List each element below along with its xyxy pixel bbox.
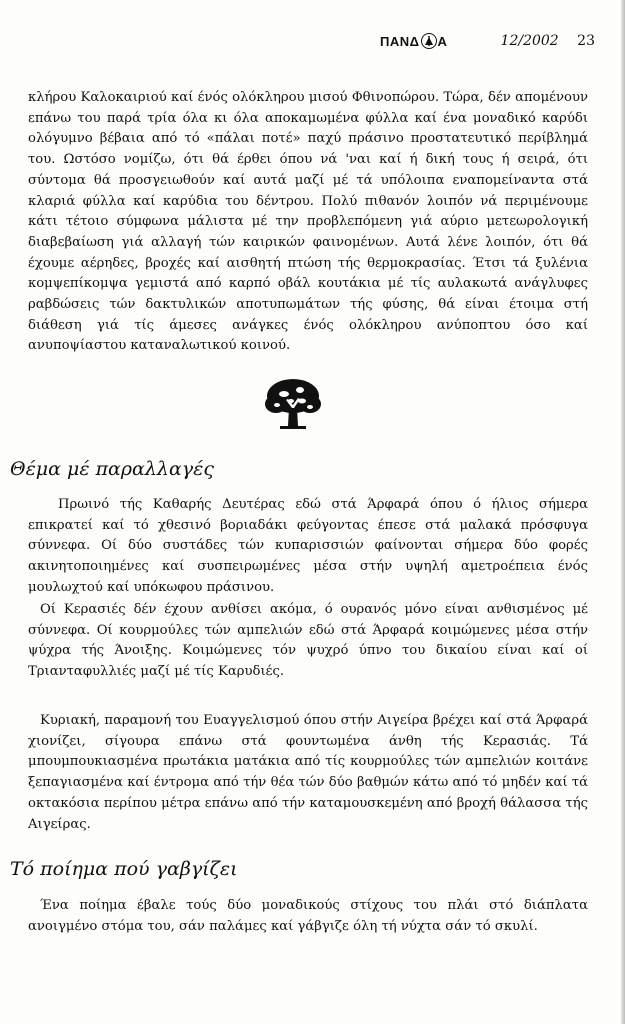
tree-icon xyxy=(262,374,324,436)
section-title: Τό ποίημα πού γαβγίζει xyxy=(10,858,238,880)
section-paragraph: Ένα ποίημα έβαλε τούς δύο μοναδικούς στίχους του πλάι στό διάπλατα ανοιγμένο στόμα του, σάν παλάμες καί γάβγιζε όλη τή νύχτα σάν τό σκυλί. xyxy=(28,898,588,934)
journal-logo: ΠΑΝΔ Α xyxy=(380,33,448,49)
section-paragraph: Πρωινό τής Καθαρής Δευτέρας εδώ στά Άρφαρά όπου ό ήλιος σήμερα επικρατεί καί τό χθεσινό βοριαδάκι φεύγοντας έπεσε στά μαλακά πρόσφυγα σύννεφα. Οί δύο συστάδες τών κυπαρισσιών φαίνονται σήμερα δύο φορές ακινητοποιημένες καί συσπειρωμένες μέσα στήν υψηλή αμετροέπεια ένός μουλωχτού καί υπόκωφου πράσινου. xyxy=(28,497,588,595)
section-title: Θέμα μέ παραλλαγές xyxy=(10,458,214,480)
page-edge xyxy=(621,0,625,1024)
section-paragraph: Οί Κερασιές δέν έχουν ανθίσει ακόμα, ό ουρανός μόνο είναι ανθισμένος μέ σύννεφα. Οί κουρμούλες τών αμπελιών εδώ στά Άρφαρά κοιμώμενες μέσα στήν ψύχρα τής Άνοιξης. Κοιμώμενες τόν ψυχρό ύπνο του δικαίου είναι καί οί Τριανταφυλλιές μαζί μέ τίς Καρυδιές. xyxy=(28,602,588,680)
page-number: 23 xyxy=(577,33,595,49)
running-header xyxy=(380,30,595,52)
body-paragraph: κλήρου Καλοκαιριού καί ένός ολόκληρου μισού Φθινοπώρου. Τώρα, δέν απομένουν επάνω του παρά τρία όλα κι όλα αποκαμωμένα φύλλα καί ένα μοναδικό καρύδι ολόγυμνο βέβαια από τό «πάλαι ποτέ» παχύ πράσινο προστατευτικό περίβλημά του. Ωστόσο νομίζω, ότι θά έρθει όπου νά 'ναι καί ή δική τους ή σειρά, ότι σύντομα θά προσγειωθούν καί αυτά μαζί μέ τά υπόλοιπα εναπομείναντα στά κλαριά φύλλα καί καρύδια του δέντρου. Πολύ πιθανόν λοιπόν νά περιμένουμε κάτι τέτοιο σύμφωνα μάλιστα μέ την προβλεπόμενη γιά αύριο μετεωρολογική διαβεβαίωση γιά αλλαγή τών καιρικών φαινομένων. Αυτά λένε λοιπόν, ότι θά έχουμε αέρηδες, βροχές καί αισθητή πτώση τής θερμοκρασίας. Έτσι τά ξυλένια κομψεπίκομψα γεμιστά από καρπό οβάλ κουτάκια μέ τίς αυλακωτά ανάγλυφες ραβδώσεις τών δακτυλικών αποτυπωμάτων τής φύσης, θά είναι έτοιμα στή διάθεση γιά τίς άμεσες ανάγκες ένός ολόκληρου ανύποπτου όσο καί ανυποψίαστου καταναλωτικού κοινού. xyxy=(28,90,588,354)
issue-number: 12/2002 xyxy=(500,33,559,49)
section-paragraph: Κυριακή, παραμονή του Ευαγγελισμού όπου στήν Αιγείρα βρέχει καί στά Άρφαρά χιονίζει, σίγουρα επάνω στά φουντωμένα άνθη τής Κερασιάς. Τά μπουμπουκιασμένα πρωτάκια ματάκια από τίς κουρμούλες τών αμπελιών κοιτάνε ξεπαγιασμένα καί έντρομα από τήν θέα τών δύο βαθμών κάτω από τό μηδέν καί τά οκτακόσια περίπου μέτρα επάνω από τήν καταμουσκεμένη από βροχή θάλασσα τής Αιγείρας. xyxy=(28,713,588,832)
logo-mark-icon xyxy=(421,33,437,49)
